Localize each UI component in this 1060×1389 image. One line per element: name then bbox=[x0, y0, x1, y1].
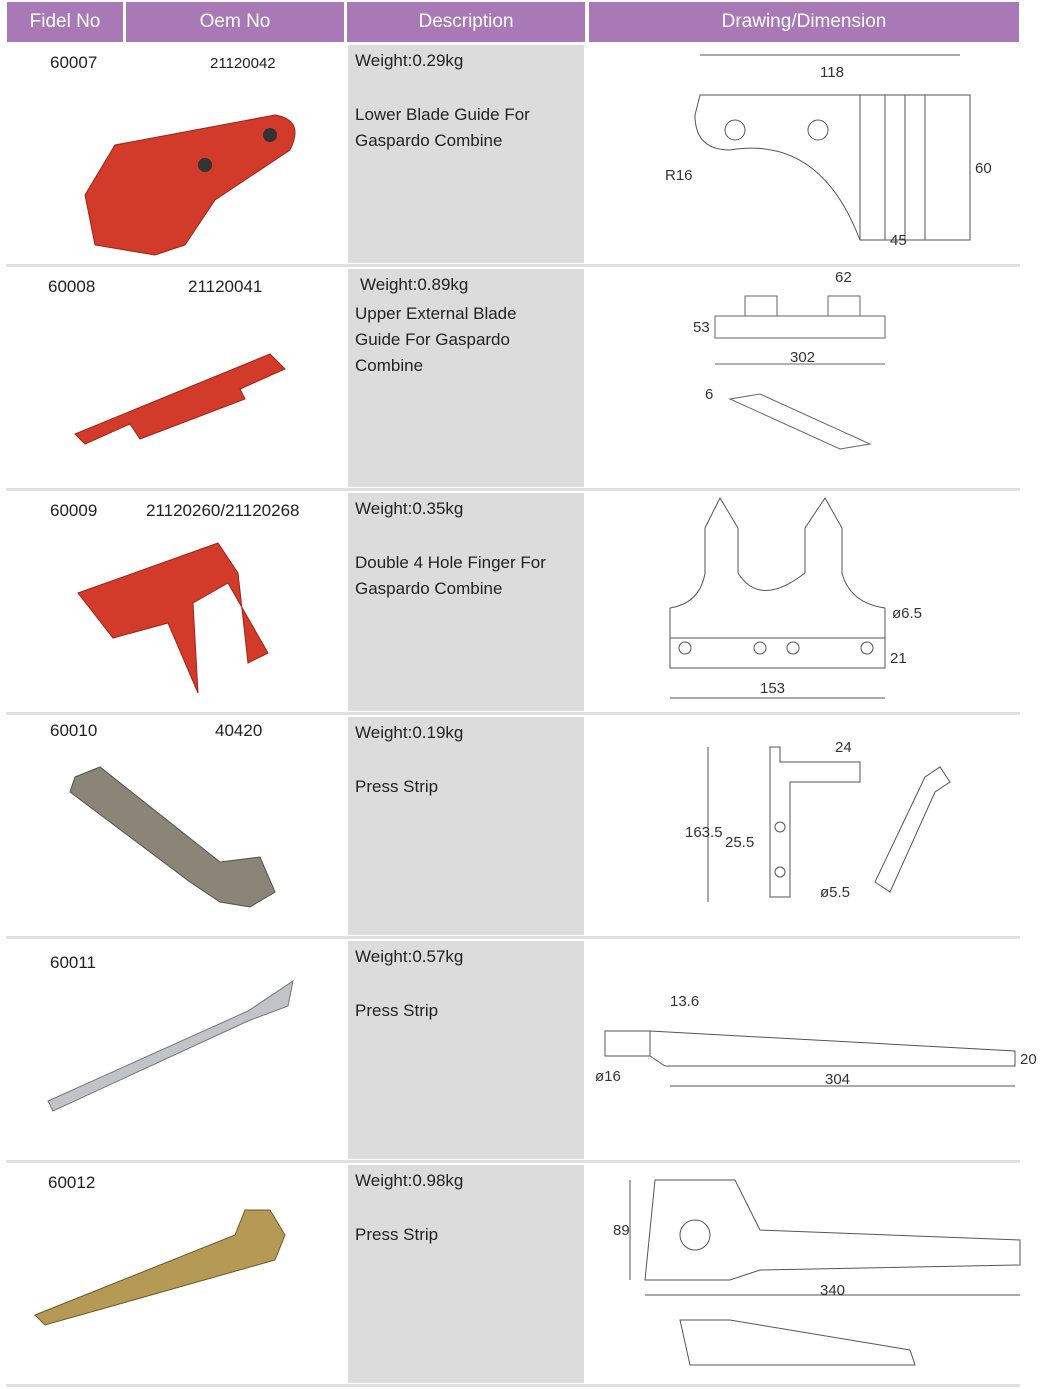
weight: Weight:0.98kg bbox=[355, 1171, 464, 1190]
description: Press Strip bbox=[355, 777, 439, 796]
fidel-no: 60008 bbox=[48, 277, 96, 296]
dim-label: 60 bbox=[975, 160, 992, 177]
table-row bbox=[0, 493, 1020, 711]
weight: Weight:0.89kg bbox=[360, 275, 469, 294]
description: Lower Blade Guide For Gaspardo Combine bbox=[355, 105, 530, 150]
fidel-no: 60010 bbox=[50, 721, 98, 740]
part-photo bbox=[70, 762, 280, 912]
dim-label: ø5.5 bbox=[820, 884, 851, 901]
dim-label: 304 bbox=[825, 1071, 851, 1088]
weight: Weight:0.57kg bbox=[355, 947, 464, 966]
header-description: Description bbox=[347, 2, 585, 42]
header-drawing: Drawing/Dimension bbox=[589, 2, 1019, 42]
dim-label: R16 bbox=[665, 167, 693, 184]
oem-no: 21120041 bbox=[188, 277, 263, 296]
part-photo bbox=[78, 543, 278, 693]
dim-label: 53 bbox=[693, 319, 710, 336]
dim-label: 302 bbox=[790, 349, 816, 366]
dim-label: 62 bbox=[835, 269, 852, 286]
part-photo bbox=[70, 344, 300, 464]
table-row bbox=[0, 269, 1020, 487]
dim-label: 45 bbox=[890, 232, 907, 249]
table-row bbox=[0, 45, 1020, 263]
fidel-no: 60007 bbox=[50, 53, 98, 72]
description: Double 4 Hole Finger For Gaspardo Combine bbox=[355, 553, 546, 598]
header-oem-no: Oem No bbox=[126, 2, 344, 42]
table-row bbox=[0, 717, 1020, 935]
dim-label: 89 bbox=[613, 1222, 630, 1239]
dim-label: 25.5 bbox=[725, 834, 755, 851]
drawing bbox=[680, 737, 960, 922]
description: Upper External Blade Guide For Gaspardo Combine bbox=[355, 304, 517, 375]
drawing bbox=[690, 269, 900, 474]
table-row bbox=[0, 1165, 1020, 1383]
weight: Weight:0.19kg bbox=[355, 723, 464, 742]
part-photo bbox=[75, 105, 305, 245]
weight: Weight:0.35kg bbox=[355, 499, 464, 518]
dim-label: 118 bbox=[820, 64, 844, 81]
dim-label: 21 bbox=[890, 650, 907, 667]
dim-label: 6 bbox=[705, 386, 714, 403]
fidel-no: 60012 bbox=[48, 1173, 96, 1192]
table-row bbox=[0, 941, 1037, 1159]
dim-label: 13.6 bbox=[670, 993, 700, 1010]
dim-label: ø6.5 bbox=[892, 605, 923, 622]
oem-no: 40420 bbox=[215, 721, 263, 740]
dim-label: 163.5 bbox=[685, 824, 723, 841]
oem-no: 21120260/21120268 bbox=[146, 501, 300, 520]
drawing bbox=[660, 498, 923, 703]
header-fidel-no: Fidel No bbox=[7, 2, 123, 42]
drawing bbox=[595, 986, 1045, 1106]
fidel-no: 60009 bbox=[50, 501, 98, 520]
weight: Weight:0.29kg bbox=[355, 51, 464, 70]
dim-label: 24 bbox=[835, 739, 852, 756]
drawing bbox=[610, 1175, 1030, 1375]
oem-no: 21120042 bbox=[210, 55, 276, 72]
dim-label: 340 bbox=[820, 1282, 846, 1299]
description: Press Strip bbox=[355, 1225, 439, 1244]
dim-label: ø16 bbox=[595, 1068, 621, 1085]
fidel-no: 60011 bbox=[50, 953, 97, 972]
part-photo bbox=[48, 981, 298, 1111]
part-photo bbox=[35, 1205, 295, 1325]
description: Press Strip bbox=[355, 1001, 439, 1020]
drawing bbox=[660, 55, 1000, 255]
dim-label: 20 bbox=[1020, 1051, 1037, 1068]
dim-label: 153 bbox=[760, 680, 786, 697]
